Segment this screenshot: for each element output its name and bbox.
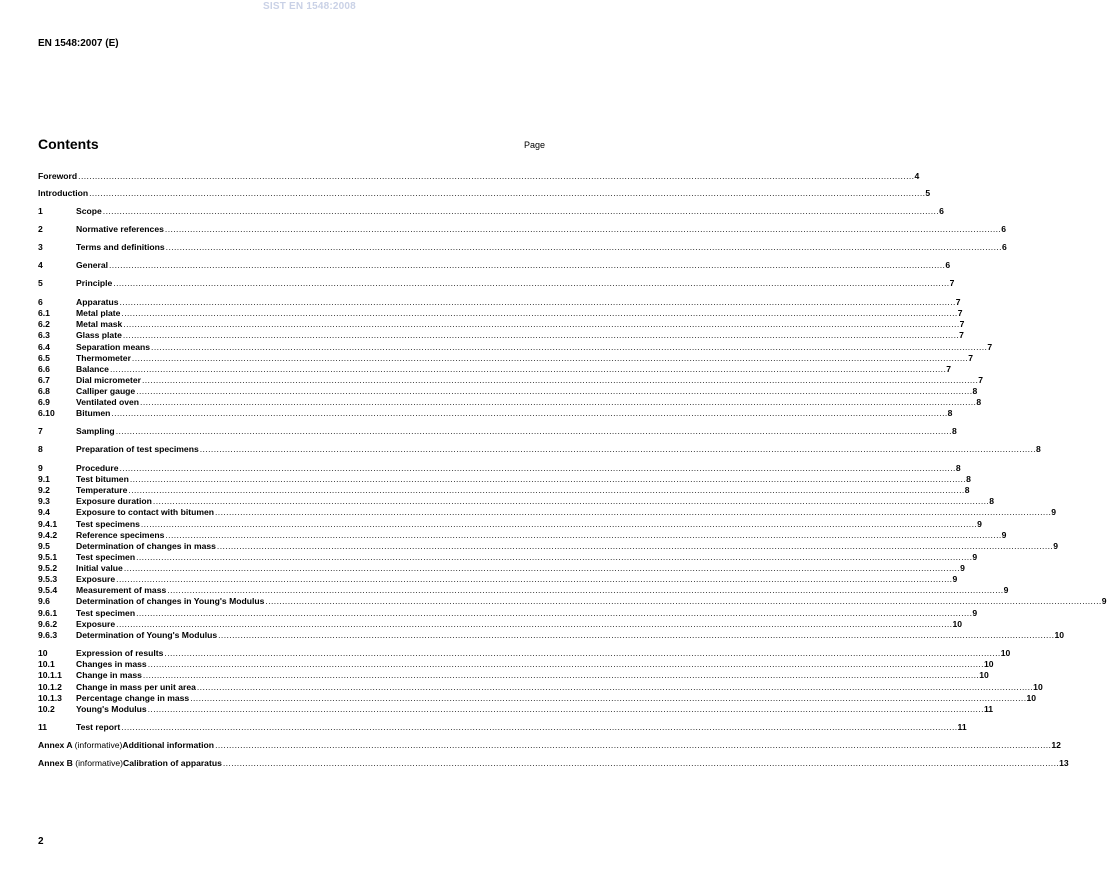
- toc-leader-dots: ............................................................................................................................................................................................................................................................................................................: [119, 297, 956, 307]
- toc-entry[interactable]: [38, 585, 1009, 596]
- toc-entry-page: 10: [983, 659, 994, 669]
- toc-entry-page: 9: [972, 552, 978, 562]
- toc-entry-number: 9.4.2: [38, 530, 58, 540]
- annex-type: (informative): [75, 758, 124, 768]
- toc-entry-number: 11: [38, 722, 48, 732]
- toc-leader-dots: ............................................................................................................................................................................................................................................................................................................: [190, 693, 1027, 703]
- toc-entry-number: 9.2: [38, 485, 50, 495]
- toc-entry-page: 7: [946, 364, 952, 374]
- toc-entry-title: General: [76, 260, 109, 270]
- toc-entry-number: 6.9: [38, 397, 50, 407]
- toc-leader-dots: ............................................................................................................................................................................................................................................................................................................: [165, 242, 1002, 252]
- toc-entry-title: Determination of changes in mass: [76, 541, 216, 551]
- toc-entry-title: Reference specimens: [76, 530, 165, 540]
- toc-entry-page: 8: [989, 496, 994, 506]
- toc-entry-title: Temperature: [76, 485, 128, 495]
- toc-leader-dots: ............................................................................................................................................................................................................................................................................................................: [152, 496, 990, 506]
- toc-leader-dots: ............................................................................................................................................................................................................................................................................................................: [222, 758, 1060, 768]
- toc-entry-number: 9.4: [38, 507, 50, 517]
- toc-leader-dots: ............................................................................................................................................................................................................................................................................................................: [123, 319, 960, 329]
- toc-entry-title: Glass plate: [76, 330, 122, 340]
- annex-title: Calibration of apparatus: [123, 758, 222, 768]
- toc-entry-number: 10.1.2: [38, 682, 62, 692]
- toc-entry-title: Percentage change in mass: [76, 693, 190, 703]
- toc-entry[interactable]: [38, 474, 971, 485]
- toc-entry-page: 8: [1036, 444, 1041, 454]
- toc-entry-page: 9: [1001, 530, 1007, 540]
- toc-entry[interactable]: [38, 260, 951, 271]
- toc-entry-title: Changes in mass: [76, 659, 147, 669]
- toc-entry[interactable]: [38, 353, 973, 364]
- toc-entry-number: 10: [38, 648, 48, 658]
- toc-entry-title: Test specimen: [76, 608, 136, 618]
- toc-entry[interactable]: [38, 206, 944, 217]
- toc-entry-title: Calliper gauge: [76, 386, 136, 396]
- toc-leader-dots: ............................................................................................................................................................................................................................................................................................................: [113, 278, 950, 288]
- toc-leader-dots: ............................................................................................................................................................................................................................................................................................................: [136, 386, 973, 396]
- toc-entry-number: 10.1.3: [38, 693, 62, 703]
- toc-entry-number: 6.1: [38, 308, 50, 318]
- toc-entry-number: 9.6.2: [38, 619, 58, 629]
- toc-entry-number: 9.4.1: [38, 519, 58, 529]
- toc-entry-title: Dial micrometer: [76, 375, 141, 385]
- toc-entry-title: Young's Modulus: [76, 704, 147, 714]
- toc-entry[interactable]: [38, 530, 1007, 541]
- toc-entry-title: Exposure duration: [76, 496, 152, 506]
- toc-entry-page: 6: [1001, 242, 1007, 252]
- toc-entry[interactable]: [38, 704, 994, 715]
- toc-entry[interactable]: [38, 630, 1064, 641]
- toc-entry[interactable]: [38, 596, 1107, 607]
- toc-entry-page: 6: [939, 206, 944, 216]
- toc-entry-title: Change in mass per unit area: [76, 682, 196, 692]
- toc-entry-page: 9: [1051, 507, 1057, 517]
- toc-entry-number: 9.6.3: [38, 630, 58, 640]
- toc-entry-page: 5: [925, 188, 931, 198]
- toc-entry-page: 10: [1026, 693, 1037, 703]
- toc-entry-title: Principle: [76, 278, 113, 288]
- toc-entry-page: 9: [960, 563, 965, 573]
- toc-entry-title: Foreword: [38, 171, 78, 181]
- toc-entry-title: Thermometer: [76, 353, 131, 363]
- toc-leader-dots: ............................................................................................................................................................................................................................................................................................................: [140, 397, 977, 407]
- toc-entry-number: 3: [38, 242, 43, 252]
- annex-page: 12: [1051, 740, 1061, 750]
- toc-entry-number: 4: [38, 260, 43, 270]
- annex-label: [38, 740, 122, 751]
- toc-entry-number: 6.8: [38, 386, 50, 396]
- toc-entry-title: Ventilated oven: [76, 397, 140, 407]
- toc-entry-title: Apparatus: [76, 297, 119, 307]
- toc-leader-dots: ............................................................................................................................................................................................................................................................................................................: [111, 408, 948, 418]
- toc-leader-dots: ............................................................................................................................................................................................................................................................................................................: [121, 308, 958, 318]
- toc-entry-page: 7: [959, 319, 965, 329]
- document-id: EN 1548:2007 (E): [38, 38, 119, 49]
- toc-entry-page: 7: [978, 375, 984, 385]
- toc-entry[interactable]: [38, 297, 961, 308]
- toc-annex-entry[interactable]: [38, 740, 1061, 751]
- toc-entry-title: Sampling: [76, 426, 115, 436]
- toc-leader-dots: ............................................................................................................................................................................................................................................................................................................: [119, 463, 956, 473]
- toc-entry-title: Scope: [76, 206, 102, 216]
- toc-leader-dots: ............................................................................................................................................................................................................................................................................................................: [218, 630, 1055, 640]
- toc-entry-page: 6: [945, 260, 951, 270]
- toc-leader-dots: ............................................................................................................................................................................................................................................................................................................: [167, 585, 1004, 595]
- toc-entry-title: Expression of results: [76, 648, 164, 658]
- toc-entry-title: Separation means: [76, 342, 151, 352]
- toc-entry-page: 8: [947, 408, 953, 418]
- toc-entry[interactable]: [38, 648, 1011, 659]
- toc-entry-page: 10: [952, 619, 963, 629]
- toc-entry-page: 7: [955, 297, 961, 307]
- toc-entry-title: Bitumen: [76, 408, 111, 418]
- toc-leader-dots: ............................................................................................................................................................................................................................................................................................................: [122, 330, 960, 340]
- toc-entry[interactable]: [38, 722, 967, 733]
- toc-leader-dots: ............................................................................................................................................................................................................................................................................................................: [141, 375, 979, 385]
- toc-entry-title: Determination of Young's Modulus: [76, 630, 218, 640]
- toc-leader-dots: ............................................................................................................................................................................................................................................................................................................: [136, 552, 973, 562]
- toc-entry-page: 10: [1000, 648, 1011, 658]
- toc-entry[interactable]: [38, 693, 1037, 704]
- annex-id: Annex B: [38, 758, 73, 768]
- toc-leader-dots: ............................................................................................................................................................................................................................................................................................................: [131, 353, 969, 363]
- toc-leader-dots: ............................................................................................................................................................................................................................................................................................................: [128, 485, 965, 495]
- toc-entry[interactable]: [38, 342, 993, 353]
- toc-entry-number: 9.5.1: [38, 552, 58, 562]
- toc-entry-number: 10.2: [38, 704, 55, 714]
- toc-entry-title: Test bitumen: [76, 474, 129, 484]
- toc-entry[interactable]: [38, 278, 955, 289]
- toc-leader-dots: ............................................................................................................................................................................................................................................................................................................: [215, 740, 1052, 750]
- toc-entry-number: 6.10: [38, 408, 55, 418]
- toc-entry-number: 8: [38, 444, 43, 454]
- toc-entry-number: 6.5: [38, 353, 50, 363]
- toc-entry-title: Determination of changes in Young's Modulus: [76, 596, 265, 606]
- toc-entry-number: 9.6.1: [38, 608, 58, 618]
- toc-entry-number: 9.5.4: [38, 585, 58, 595]
- toc-entry[interactable]: [38, 463, 961, 474]
- toc-entry-page: 8: [976, 397, 982, 407]
- toc-entry-page: 10: [1033, 682, 1043, 692]
- watermark: SIST EN 1548:2008: [263, 1, 356, 12]
- toc-leader-dots: ............................................................................................................................................................................................................................................................................................................: [216, 541, 1054, 551]
- toc-leader-dots: ............................................................................................................................................................................................................................................................................................................: [129, 474, 967, 484]
- toc-entry-number: 6.3: [38, 330, 50, 340]
- toc-entry-number: 9.5.3: [38, 574, 58, 584]
- toc-entry[interactable]: [38, 485, 970, 496]
- toc-leader-dots: ............................................................................................................................................................................................................................................................................................................: [136, 608, 973, 618]
- toc-leader-dots: ............................................................................................................................................................................................................................................................................................................: [151, 342, 988, 352]
- toc-leader-dots: ............................................................................................................................................................................................................................................................................................................: [196, 682, 1034, 692]
- toc-entry[interactable]: [38, 552, 978, 563]
- toc-entry-title: Measurement of mass: [76, 585, 167, 595]
- toc-entry-title: Change in mass: [76, 670, 142, 680]
- toc-entry-title: Test specimens: [76, 519, 140, 529]
- toc-leader-dots: ............................................................................................................................................................................................................................................................................................................: [140, 519, 978, 529]
- toc-entry-page: 10: [979, 670, 989, 680]
- toc-leader-dots: ............................................................................................................................................................................................................................................................................................................: [142, 670, 980, 680]
- toc-entry-page: 11: [957, 722, 967, 732]
- toc-entry-number: 6.6: [38, 364, 50, 374]
- toc-entry-title: Test report: [76, 722, 121, 732]
- toc-entry[interactable]: [38, 659, 994, 670]
- toc-entry-title: Metal mask: [76, 319, 123, 329]
- toc-entry-page: 7: [959, 330, 964, 340]
- toc-entry[interactable]: [38, 364, 952, 375]
- toc-entry-title: Test specimen: [76, 552, 136, 562]
- toc-entry-page: 8: [972, 386, 978, 396]
- toc-entry[interactable]: [38, 308, 963, 319]
- toc-entry-page: 4: [914, 171, 920, 181]
- toc-entry[interactable]: [38, 171, 920, 182]
- toc-entry-title: Procedure: [76, 463, 119, 473]
- page-number: 2: [38, 836, 44, 847]
- toc-entry-page: 6: [1001, 224, 1006, 234]
- toc-entry-title: Exposure to contact with bitumen: [76, 507, 214, 517]
- toc-entry[interactable]: [38, 574, 958, 585]
- annex-id: Annex A: [38, 740, 73, 750]
- toc-entry-title: Terms and definitions: [76, 242, 165, 252]
- toc-entry[interactable]: [38, 496, 994, 507]
- toc-leader-dots: ............................................................................................................................................................................................................................................................................................................: [123, 563, 961, 573]
- toc-entry-page: 8: [964, 485, 970, 495]
- toc-entry-title: Balance: [76, 364, 109, 374]
- toc-entry-page: 11: [983, 704, 994, 714]
- toc-entry-page: 8: [955, 463, 961, 473]
- toc-entry[interactable]: [38, 319, 965, 330]
- toc-entry-number: 2: [38, 224, 43, 234]
- toc-entry[interactable]: [38, 386, 978, 397]
- toc-entry-number: 5: [38, 278, 43, 288]
- toc-leader-dots: ............................................................................................................................................................................................................................................................................................................: [102, 206, 940, 216]
- toc-entry-number: 7: [38, 426, 43, 436]
- toc-entry[interactable]: [38, 330, 964, 341]
- toc-entry-number: 9.5: [38, 541, 50, 551]
- toc-annex-entry[interactable]: [38, 758, 1069, 769]
- toc-leader-dots: ............................................................................................................................................................................................................................................................................................................: [78, 171, 915, 181]
- toc-entry[interactable]: [38, 519, 982, 530]
- toc-entry-title: Preparation of test specimens: [76, 444, 199, 454]
- toc-entry-page: 7: [949, 278, 955, 288]
- toc-entry[interactable]: [38, 224, 1006, 235]
- toc-leader-dots: ............................................................................................................................................................................................................................................................................................................: [265, 596, 1102, 606]
- annex-type: (informative): [74, 740, 123, 750]
- toc-entry-page: 9: [1003, 585, 1009, 595]
- toc-entry[interactable]: [38, 188, 931, 199]
- toc-entry[interactable]: [38, 242, 1007, 253]
- toc-entry-page: 9: [1053, 541, 1058, 551]
- toc-entry[interactable]: [38, 682, 1043, 693]
- toc-entry[interactable]: [38, 670, 989, 681]
- toc-entry-title: Introduction: [38, 188, 89, 198]
- toc-entry-title: Normative references: [76, 224, 164, 234]
- toc-entry-number: 6.2: [38, 319, 50, 329]
- toc-entry-number: 9.1: [38, 474, 50, 484]
- toc-leader-dots: ............................................................................................................................................................................................................................................................................................................: [164, 648, 1001, 658]
- toc-leader-dots: ............................................................................................................................................................................................................................................................................................................: [116, 619, 953, 629]
- toc-entry[interactable]: [38, 426, 957, 437]
- toc-entry-number: 9.6: [38, 596, 50, 606]
- toc-entry-page: 7: [968, 353, 973, 363]
- toc-leader-dots: ............................................................................................................................................................................................................................................................................................................: [147, 704, 984, 714]
- toc-entry-title: Exposure: [76, 619, 116, 629]
- toc-leader-dots: ............................................................................................................................................................................................................................................................................................................: [199, 444, 1037, 454]
- annex-label: [38, 758, 123, 769]
- toc-entry-page: 9: [952, 574, 958, 584]
- toc-entry-page: 10: [1054, 630, 1064, 640]
- toc-leader-dots: ............................................................................................................................................................................................................................................................................................................: [89, 188, 926, 198]
- toc-entry[interactable]: [38, 619, 963, 630]
- toc-entry-number: 9.3: [38, 496, 50, 506]
- annex-title: Additional information: [122, 740, 215, 750]
- toc-entry[interactable]: [38, 608, 978, 619]
- toc-entry-number: 9: [38, 463, 43, 473]
- toc-entry[interactable]: [38, 541, 1058, 552]
- toc-entry[interactable]: [38, 375, 984, 386]
- toc-leader-dots: ............................................................................................................................................................................................................................................................................................................: [109, 260, 946, 270]
- toc-entry-page: 7: [957, 308, 963, 318]
- toc-entry-title: Exposure: [76, 574, 116, 584]
- toc-entry-number: 6.7: [38, 375, 50, 385]
- toc-entry-title: Initial value: [76, 563, 123, 573]
- toc-leader-dots: ............................................................................................................................................................................................................................................................................................................: [147, 659, 984, 669]
- toc-entry-page: 8: [966, 474, 971, 484]
- toc-leader-dots: ............................................................................................................................................................................................................................................................................................................: [165, 530, 1002, 540]
- toc-leader-dots: ............................................................................................................................................................................................................................................................................................................: [215, 507, 1052, 517]
- toc-entry-title: Metal plate: [76, 308, 121, 318]
- toc-entry-page: 9: [972, 608, 978, 618]
- toc-entry[interactable]: [38, 563, 965, 574]
- toc-leader-dots: ............................................................................................................................................................................................................................................................................................................: [121, 722, 958, 732]
- toc-entry-number: 9.5.2: [38, 563, 58, 573]
- toc-entry[interactable]: [38, 507, 1057, 518]
- toc-entry[interactable]: [38, 444, 1041, 455]
- toc-entry-number: 6: [38, 297, 43, 307]
- toc-entry-number: 6.4: [38, 342, 50, 352]
- contents-heading: Contents: [38, 136, 99, 152]
- toc-leader-dots: ............................................................................................................................................................................................................................................................................................................: [116, 574, 953, 584]
- annex-page: 13: [1059, 758, 1069, 768]
- toc-entry[interactable]: [38, 408, 953, 419]
- toc-entry-number: 10.1: [38, 659, 55, 669]
- toc-leader-dots: ............................................................................................................................................................................................................................................................................................................: [115, 426, 952, 436]
- toc-entry-page: 7: [987, 342, 993, 352]
- toc-leader-dots: ............................................................................................................................................................................................................................................................................................................: [109, 364, 947, 374]
- toc-entry-number: 1: [38, 206, 43, 216]
- toc-leader-dots: ............................................................................................................................................................................................................................................................................................................: [164, 224, 1002, 234]
- toc-entry-page: 8: [951, 426, 957, 436]
- toc-entry-page: 9: [1101, 596, 1107, 606]
- toc-entry-page: 9: [977, 519, 982, 529]
- toc-entry-number: 10.1.1: [38, 670, 62, 680]
- page-column-label: Page: [523, 140, 545, 150]
- toc-entry[interactable]: [38, 397, 982, 408]
